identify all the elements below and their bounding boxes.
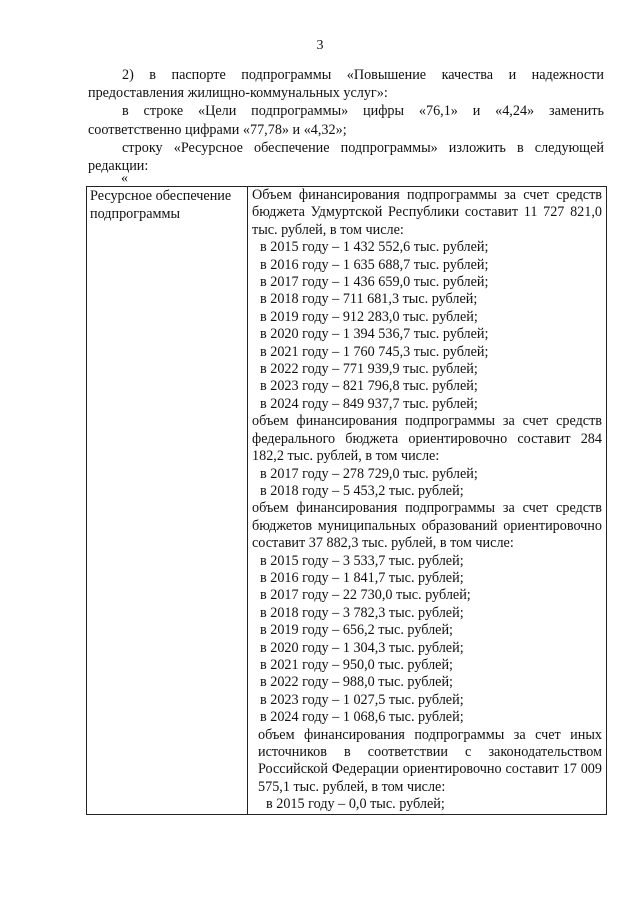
year-line: в 2018 году – 3 782,3 тыс. рублей; xyxy=(260,604,464,621)
year-line: в 2017 году – 278 729,0 тыс. рублей; xyxy=(260,465,478,482)
federal-years-list xyxy=(252,466,602,501)
year-line: в 2023 году – 1 027,5 тыс. рублей; xyxy=(260,691,464,708)
year-line: в 2017 году – 1 436 659,0 тыс. рублей; xyxy=(260,274,489,291)
row-label: Ресурсное обеспечение подпрограммы xyxy=(87,187,248,815)
year-line: в 2015 году – 0,0 тыс. рублей; xyxy=(266,796,445,813)
year-line: в 2015 году – 3 533,7 тыс. рублей; xyxy=(260,552,464,569)
year-line: в 2018 году – 5 453,2 тыс. рублей; xyxy=(260,482,464,499)
year-line: в 2024 году – 1 068,6 тыс. рублей; xyxy=(260,709,464,726)
year-line: в 2021 году – 950,0 тыс. рублей; xyxy=(260,656,453,673)
year-line: в 2016 году – 1 635 688,7 тыс. рублей; xyxy=(260,256,489,273)
municipal-years-list xyxy=(252,553,602,727)
resource-table xyxy=(86,186,607,815)
federal-budget-paragraph: объем финансирования подпрограммы за счет средств федерального бюджета ориентировочно составит 284 182,2 тыс. рублей, в том числе: xyxy=(252,413,602,465)
year-line: в 2016 году – 1 841,7 тыс. рублей; xyxy=(260,569,464,586)
regional-years-list xyxy=(252,239,602,413)
intro-paragraph-2: в строке «Цели подпрограммы» цифры «76,1» и «4,24» заменить соответственно цифрами «77,78» и «4,32»; xyxy=(88,103,604,138)
resource-row xyxy=(87,187,607,815)
year-line: в 2022 году – 988,0 тыс. рублей; xyxy=(260,674,453,691)
opening-quote-mark: « xyxy=(121,171,128,186)
other-years-list xyxy=(258,796,602,813)
intro-text xyxy=(88,66,604,175)
year-line: в 2019 году – 656,2 тыс. рублей; xyxy=(260,622,453,639)
year-line: в 2019 году – 912 283,0 тыс. рублей; xyxy=(260,308,478,325)
municipal-budget-paragraph: объем финансирования подпрограммы за счет средств бюджетов муниципальных образований ориентировочно составит 37 882,3 тыс. рублей, в том числе: xyxy=(252,500,602,552)
year-line: в 2022 году – 771 939,9 тыс. рублей; xyxy=(260,361,478,378)
year-line: в 2015 году – 1 432 552,6 тыс. рублей; xyxy=(260,239,489,256)
other-sources-paragraph: объем финансирования подпрограммы за счет иных источников в соответствии с законодательством Российской Федерации ориентировочно составит 17 009 575,1 тыс. рублей, в том числе: xyxy=(258,726,602,795)
intro-paragraph-1: 2) в паспорте подпрограммы «Повышение качества и надежности предоставления жилищно-коммунальных услуг»: xyxy=(88,67,604,102)
year-line: в 2017 году – 22 730,0 тыс. рублей; xyxy=(260,587,471,604)
year-line: в 2018 году – 711 681,3 тыс. рублей; xyxy=(260,291,478,308)
intro-paragraph-3: строку «Ресурсное обеспечение подпрограммы» изложить в следующей редакции: xyxy=(88,139,604,175)
year-line: в 2024 году – 849 937,7 тыс. рублей; xyxy=(260,395,478,412)
year-line: в 2021 году – 1 760 745,3 тыс. рублей; xyxy=(260,343,489,360)
page-number: 3 xyxy=(316,38,324,53)
regional-budget-paragraph: Объем финансирования подпрограммы за счет средств бюджета Удмуртской Республики составит 11 727 821,0 тыс. рублей, в том числе: xyxy=(252,187,602,238)
year-line: в 2023 году – 821 796,8 тыс. рублей; xyxy=(260,378,478,395)
year-line: в 2020 году – 1 304,3 тыс. рублей; xyxy=(260,639,464,656)
row-content xyxy=(248,187,607,815)
year-line: в 2020 году – 1 394 536,7 тыс. рублей; xyxy=(260,326,489,343)
